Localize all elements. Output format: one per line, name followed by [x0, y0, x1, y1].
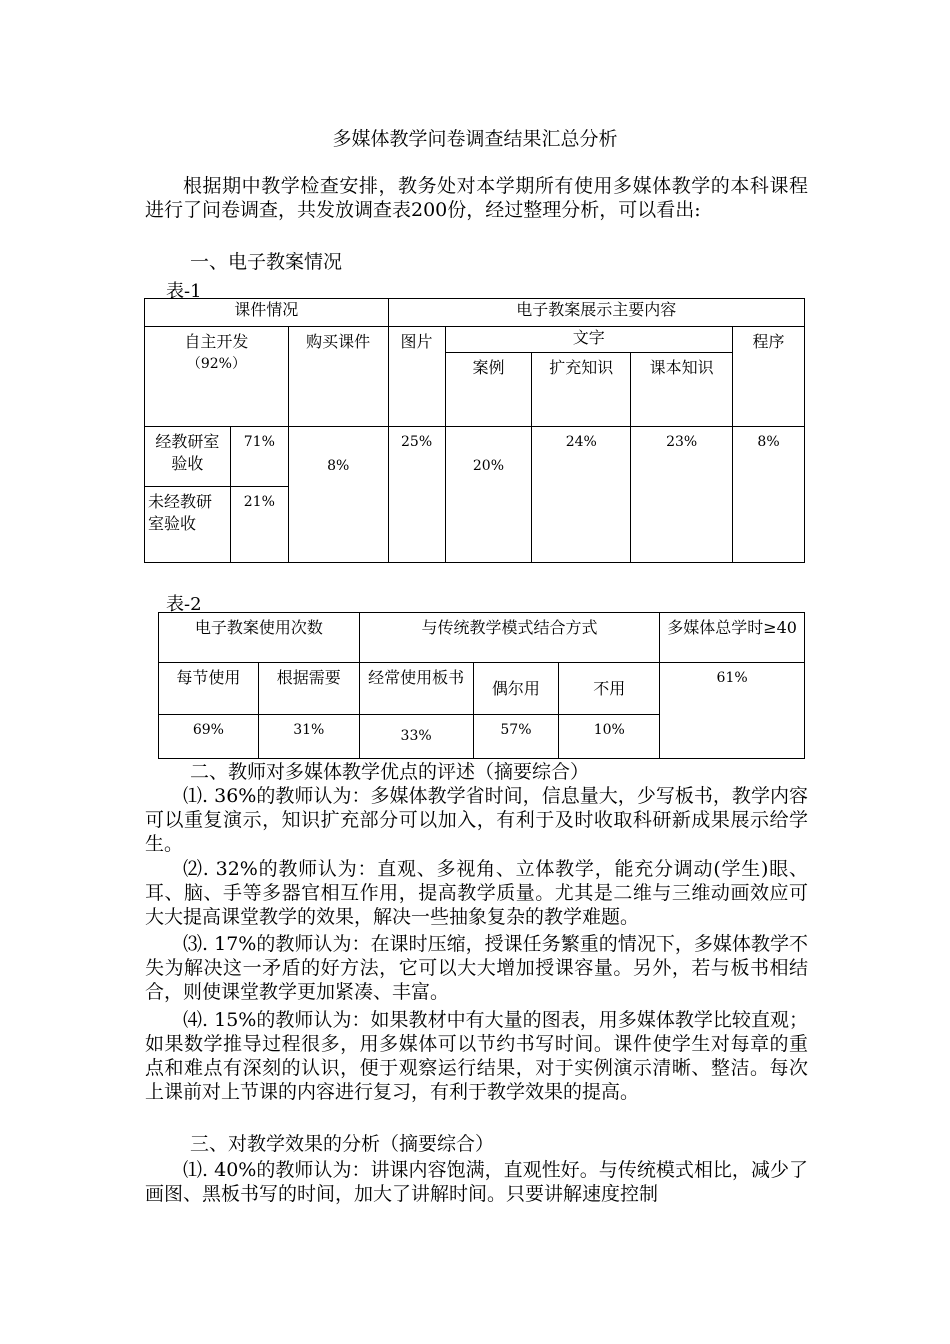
- textbook-pct: 23%: [631, 427, 733, 563]
- unverified-label: 未经教研室验收: [145, 487, 231, 563]
- blackboard-pct: 33%: [359, 715, 473, 759]
- self-developed-pct: （92%）: [186, 356, 246, 372]
- section-2-point-4: ⑷. 15%的教师认为：如果教材中有大量的图表，用多媒体教学比较直观；如果数学推导过程很多，用多媒体可以节约书写时间。课件使学生对每章的重点和难点有深刻的认识，便于观察运行结果，对于实例演示清晰、整洁。每次上课前对上节课的内容进行复习，有利于教学效果的提高。: [145, 1009, 808, 1103]
- every-class-header: 每节使用: [159, 663, 259, 715]
- text-header: 文字: [445, 327, 733, 353]
- section-2-point-2: ⑵. 32%的教师认为：直观、多视角、立体教学，能充分调动(学生)眼、耳、脑、手等多器官相互作用，提高教学质量。尤其是二维与三维动画效应可大大提高课堂教学的效果，解决一些抽象复杂的教学难题。: [145, 858, 808, 928]
- content-header: 电子教案展示主要内容: [388, 299, 804, 327]
- total-hours-header: 多媒体总学时≥40: [660, 613, 805, 663]
- intro-paragraph: 根据期中教学检查安排，教务处对本学期所有使用多媒体教学的本科课程进行了问卷调查，共发放调查表200份，经过整理分析，可以看出:: [145, 175, 808, 221]
- table-1: [144, 298, 805, 563]
- program-pct: 8%: [733, 427, 805, 563]
- table-2-caption: 表-2: [166, 594, 202, 615]
- purchased-header: 购买课件: [288, 327, 388, 427]
- extended-knowledge-header: 扩充知识: [532, 353, 631, 427]
- total-hours-pct: 61%: [660, 663, 805, 759]
- occasional-pct: 57%: [473, 715, 559, 759]
- picture-header: 图片: [388, 327, 445, 427]
- verified-pct: 71%: [230, 427, 288, 487]
- section-2-heading: 二、教师对多媒体教学优点的评述（摘要综合）: [190, 761, 590, 783]
- as-needed-pct: 31%: [258, 715, 359, 759]
- unverified-pct: 21%: [230, 487, 288, 563]
- verified-label: 经教研室验收: [145, 427, 231, 487]
- picture-pct: 25%: [388, 427, 445, 563]
- occasional-header: 偶尔用: [473, 663, 559, 715]
- section-3-heading: 三、对教学效果的分析（摘要综合）: [190, 1133, 495, 1155]
- program-header: 程序: [733, 327, 805, 427]
- extended-pct: 24%: [532, 427, 631, 563]
- purchased-pct: 8%: [288, 427, 388, 563]
- section-2-point-1: ⑴. 36%的教师认为：多媒体教学省时间，信息量大，少写板书，教学内容可以重复演示，知识扩充部分可以加入，有利于及时收取科研新成果展示给学生。: [145, 785, 808, 855]
- self-developed-cell: [145, 327, 289, 427]
- case-pct: 20%: [445, 427, 532, 563]
- combine-header: 与传统教学模式结合方式: [359, 613, 660, 663]
- page-title: 多媒体教学问卷调查结果汇总分析: [332, 128, 618, 150]
- blackboard-header: 经常使用板书: [359, 663, 473, 715]
- textbook-knowledge-header: 课本知识: [631, 353, 733, 427]
- self-developed-label: 自主开发: [184, 332, 249, 351]
- never-header: 不用: [559, 663, 660, 715]
- usage-header: 电子教案使用次数: [159, 613, 360, 663]
- case-header: 案例: [445, 353, 532, 427]
- as-needed-header: 根据需要: [258, 663, 359, 715]
- section-2-point-3: ⑶. 17%的教师认为：在课时压缩，授课任务繁重的情况下，多媒体教学不失为解决这一矛盾的好方法，它可以大大增加授课容量。另外，若与板书相结合，则使课堂教学更加紧凑、丰富。: [145, 933, 808, 1003]
- never-pct: 10%: [559, 715, 660, 759]
- table-2: [158, 612, 805, 759]
- section-1-heading: 一、电子教案情况: [190, 251, 343, 273]
- table-1-caption: 表-1: [166, 281, 202, 302]
- every-class-pct: 69%: [159, 715, 259, 759]
- courseware-header: 课件情况: [145, 299, 389, 327]
- section-3-point-1: ⑴. 40%的教师认为：讲课内容饱满，直观性好。与传统模式相比，减少了画图、黑板书写的时间，加大了讲解时间。只要讲解速度控制: [145, 1159, 808, 1205]
